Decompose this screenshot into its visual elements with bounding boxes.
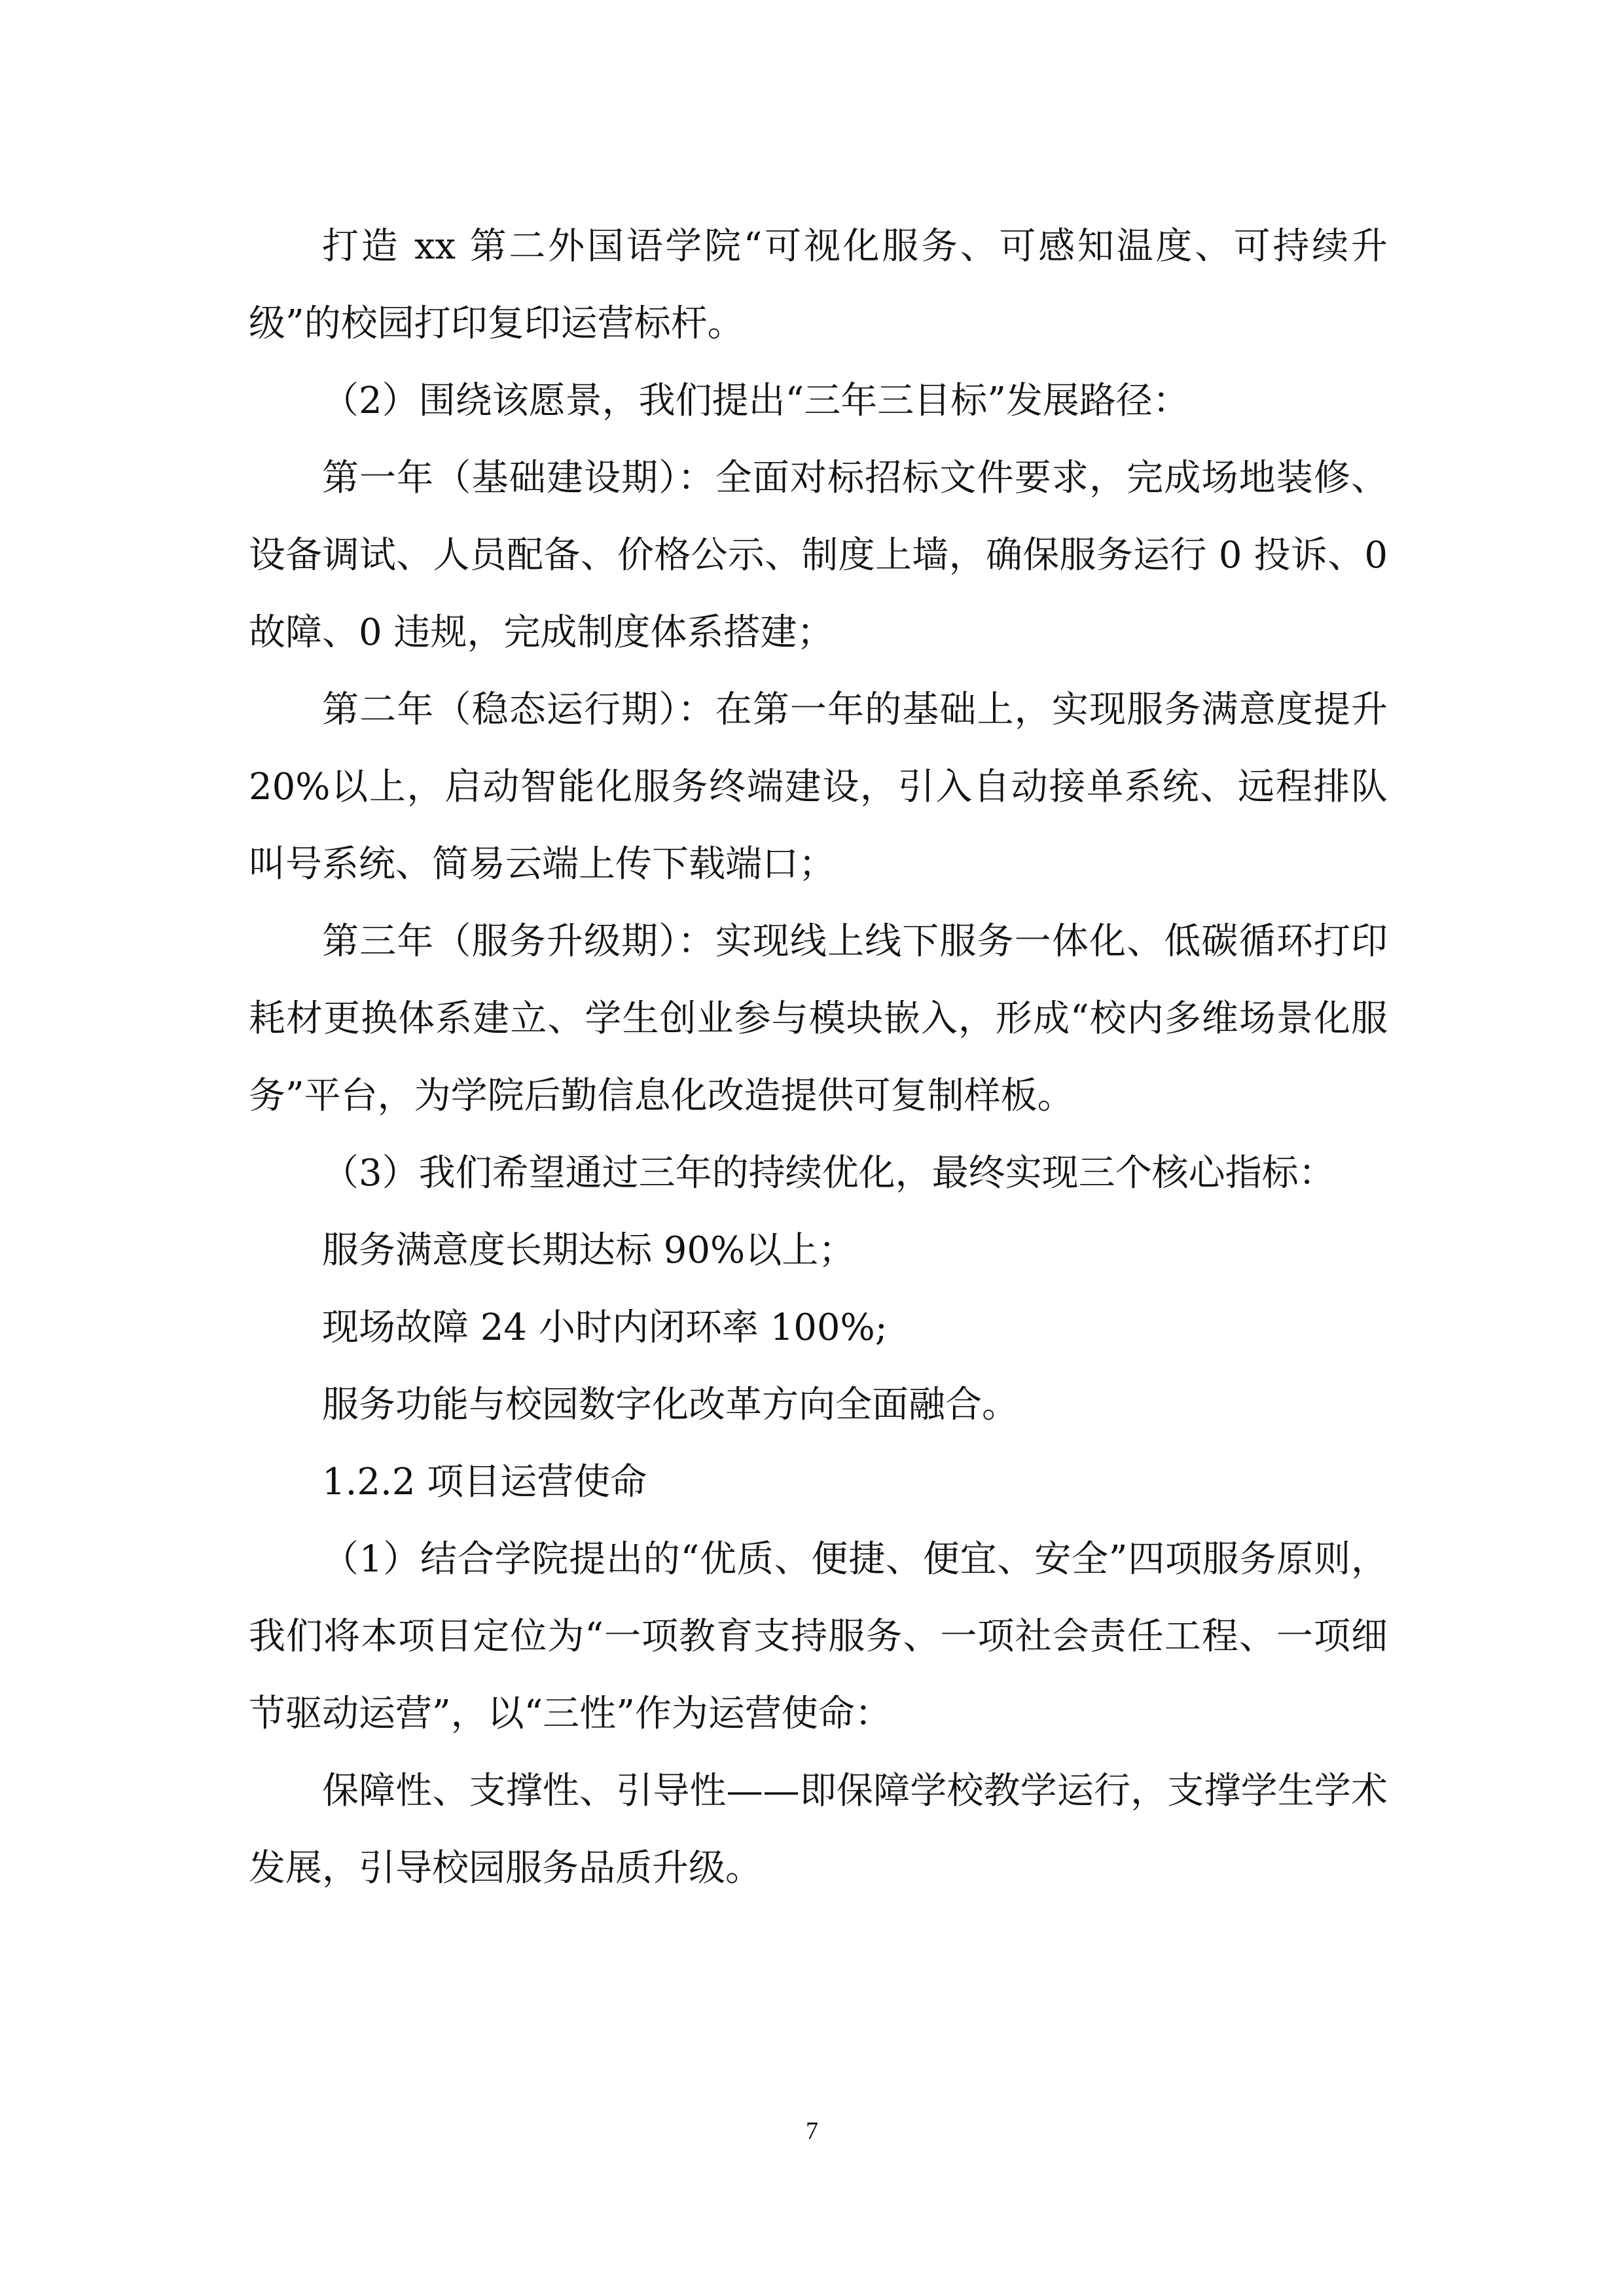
paragraph-indicator-fault-closure: 现场故障 24 小时内闭环率 100%; <box>322 1306 888 1349</box>
section-heading-mission: 1.2.2 项目运营使命 <box>322 1461 647 1503</box>
paragraph-service-principles: （1）结合学院提出的“优质、便捷、便宜、安全”四项服务原则，我们将本项目定位为“一项教育支持服务、一项社会责任工程、一项细节驱动运营”，以“三性”作为运营使命： <box>249 1538 1388 1735</box>
paragraph-year-one: 第一年（基础建设期）：全面对标招标文件要求，完成场地装修、设备调试、人员配备、价格公示、制度上墙，确保服务运行 0 投诉、0 故障、0 违规，完成制度体系搭建； <box>249 457 1388 654</box>
page-number: 7 <box>806 2117 818 2145</box>
paragraph-mission-definition: 保障性、支撑性、引导性——即保障学校教学运行，支撑学生学术发展，引导校园服务品质升级。 <box>249 1770 1388 1890</box>
paragraph-year-three: 第三年（服务升级期）：实现线上线下服务一体化、低碳循环打印耗材更换体系建立、学生创业参与模块嵌入，形成“校内多维场景化服务”平台，为学院后勤信息化改造提供可复制样板。 <box>249 920 1388 1117</box>
paragraph-indicator-satisfaction: 服务满意度长期达标 90%以上； <box>322 1229 856 1272</box>
paragraph-indicator-digital-integration: 服务功能与校园数字化改革方向全面融合。 <box>322 1384 1019 1426</box>
document-body <box>249 208 1388 1907</box>
paragraph-three-year-path: （2）围绕该愿景，我们提出“三年三目标”发展路径： <box>322 380 1189 422</box>
paragraph-core-indicators: （3）我们希望通过三年的持续优化，最终实现三个核心指标： <box>322 1152 1335 1194</box>
paragraph-year-two: 第二年（稳态运行期）：在第一年的基础上，实现服务满意度提升 20%以上，启动智能化服务终端建设，引入自动接单系统、远程排队叫号系统、简易云端上传下载端口； <box>249 689 1388 886</box>
paragraph-vision-statement: 打造 xx 第二外国语学院“可视化服务、可感知温度、可持续升级”的校园打印复印运营标杆。 <box>249 225 1388 345</box>
